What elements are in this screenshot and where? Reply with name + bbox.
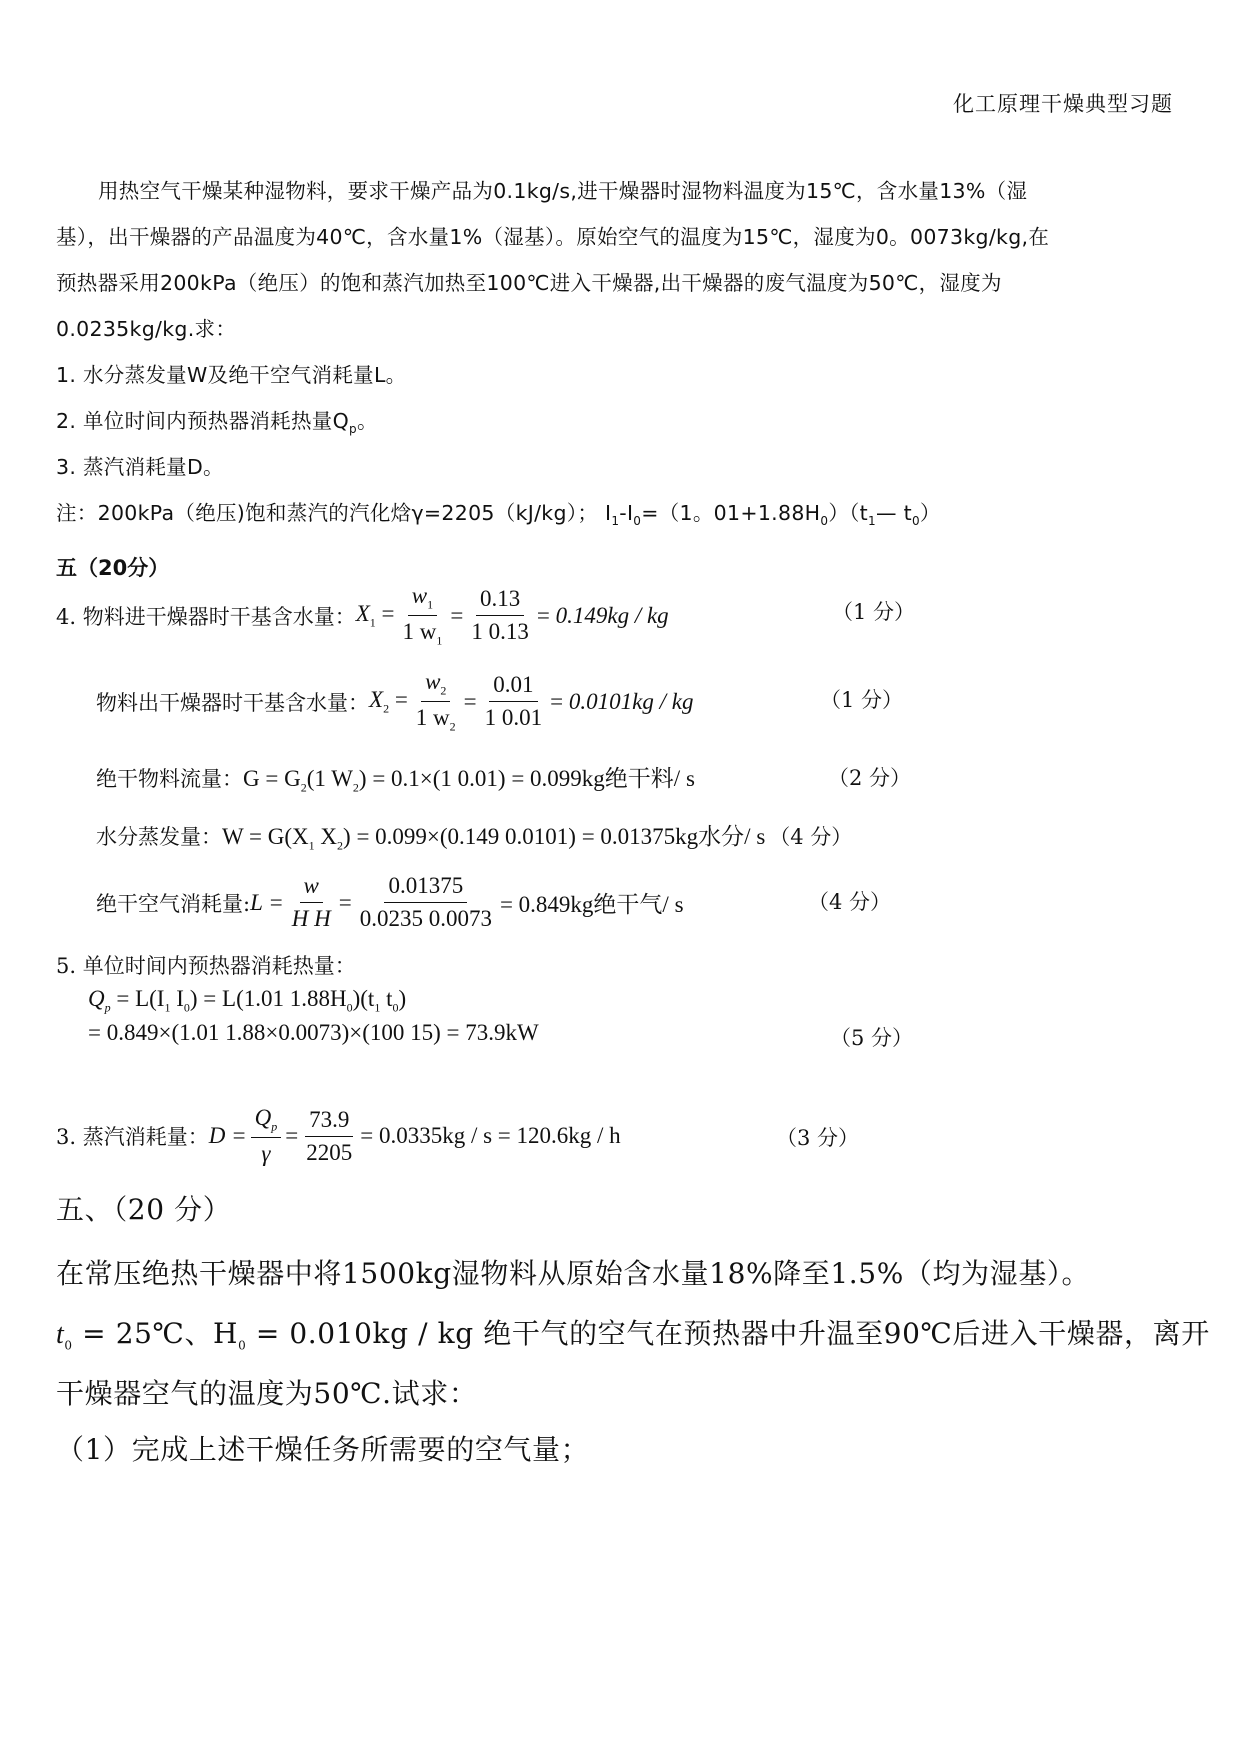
- solution-x1: 4. 物料进干燥器时干基含水量： $X_1$ = $\frac{w_1}{1 w_1}$ = $\frac{0.13}{1 0.13}$ = 0.149kg / kg: [56, 583, 669, 648]
- fraction: $\frac{0.01}{1 0.01}$: [484, 672, 543, 731]
- problem-line-3: 预热器采用200kPa（绝压）的饱和蒸汽加热至100℃进入干燥器,出干燥器的废气温度为50℃，湿度为: [56, 271, 1002, 295]
- solution-x2: 物料出干燥器时干基含水量： $X_2$ = $\frac{w_2}{1 w_2}$ = $\frac{0.01}{1 0.01}$ = 0.0101kg / kg: [96, 669, 694, 734]
- solution-step5-label: 5. 单位时间内预热器消耗热量：: [56, 954, 356, 978]
- score-qp: （5 分）: [830, 1026, 914, 1050]
- score-g: （2 分）: [828, 766, 912, 790]
- solution-w: 水分蒸发量： $W = G(X_1$ $X_2) = 0.099\times(0.149$ 0.0101) = 0.01375kg水分/ s （4 分）: [96, 818, 852, 854]
- fraction: $\frac{0.01375}{0.0235 0.0073}$: [359, 873, 492, 932]
- problem-line-1: 用热空气干燥某种湿物料，要求干燥产品为0.1kg/s,进干燥器时湿物料温度为15℃，含水量13%（湿: [98, 179, 1028, 203]
- fraction: $\frac{w}{\text{H H}}$: [291, 873, 331, 932]
- problem-line-4: 0.0235kg/kg.求：: [56, 317, 237, 341]
- solution-d: 3. 蒸汽消耗量： D = $\frac{Q_p}{\gamma}$ = $\frac{73.9}{2205}$ = 0.0335kg / s = 120.6kg / h: [56, 1105, 621, 1167]
- problem2-line-2: $t_0$ = 25℃、$H_0 = 0.010kg$ / kg 绝干气的空气在预热器中升温至90℃后进入干燥器，离开: [56, 1317, 1210, 1353]
- note-line: 注：200kPa（绝压)饱和蒸汽的汽化焓γ=2205（kJ/kg）； $I_1-I_0=(1$。$01+1.88H_0)(t_1—$ $t_0$）: [56, 501, 941, 529]
- solution-qp-line2: = 0.849×(1.01 1.88×0.0073)×(100 15) = 73.9kW: [88, 1020, 539, 1045]
- question-2: 2. 单位时间内预热器消耗热量$Q_p$。: [56, 409, 378, 437]
- solution-qp-line1: $Q_p = L(I_1$ $I_0) = L(1.01$ $1.88H_0)(t_1$ $t_0$): [88, 986, 407, 1015]
- problem-line-2: 基），出干燥器的产品温度为40℃，含水量1%（湿基）。原始空气的温度为15℃，湿度为0。0073kg/kg,在: [56, 225, 1050, 249]
- problem2-line-3: 干燥器空气的温度为50℃.试求：: [56, 1377, 478, 1410]
- fraction: $\frac{Q_p}{\gamma}$: [251, 1106, 282, 1166]
- problem2-title: 五、（20 分）: [56, 1193, 232, 1226]
- score-x1: （1 分）: [832, 600, 916, 624]
- score-x2: （1 分）: [820, 688, 904, 712]
- score-w: （4 分）: [769, 824, 853, 849]
- fraction: $\frac{73.9}{2205}$: [306, 1106, 353, 1165]
- solution-title: 五（20分）: [56, 556, 170, 580]
- problem2-line-1: 在常压绝热干燥器中将1500kg湿物料从原始含水量18%降至1.5%（均为湿基）。: [56, 1257, 1091, 1290]
- fraction: $\frac{w_2}{1 w_2}$: [415, 669, 456, 734]
- fraction: $\frac{w_1}{1 w_1}$: [402, 583, 443, 648]
- question-3: 3. 蒸汽消耗量D。: [56, 455, 224, 479]
- solution-l: 绝干空气消耗量: L = $\frac{w}{\text{H H}}$ = $\frac{0.01375}{0.0235 0.0073}$ = 0.849kg绝干气/ s: [96, 873, 684, 932]
- score-d: （3 分）: [776, 1126, 860, 1150]
- question-1: 1. 水分蒸发量W及绝干空气消耗量L。: [56, 363, 407, 387]
- score-l: （4 分）: [808, 890, 892, 914]
- page-header: 化工原理干燥典型习题: [953, 92, 1173, 116]
- solution-g: 绝干物料流量： $G = G_2(1$ $W_2) = 0.1\times(1$ 0.01) = 0.099kg绝干料/ s: [96, 766, 695, 795]
- fraction: $\frac{0.13}{1 0.13}$: [471, 586, 529, 645]
- problem2-line-4: （1）完成上述干燥任务所需要的空气量；: [56, 1433, 590, 1466]
